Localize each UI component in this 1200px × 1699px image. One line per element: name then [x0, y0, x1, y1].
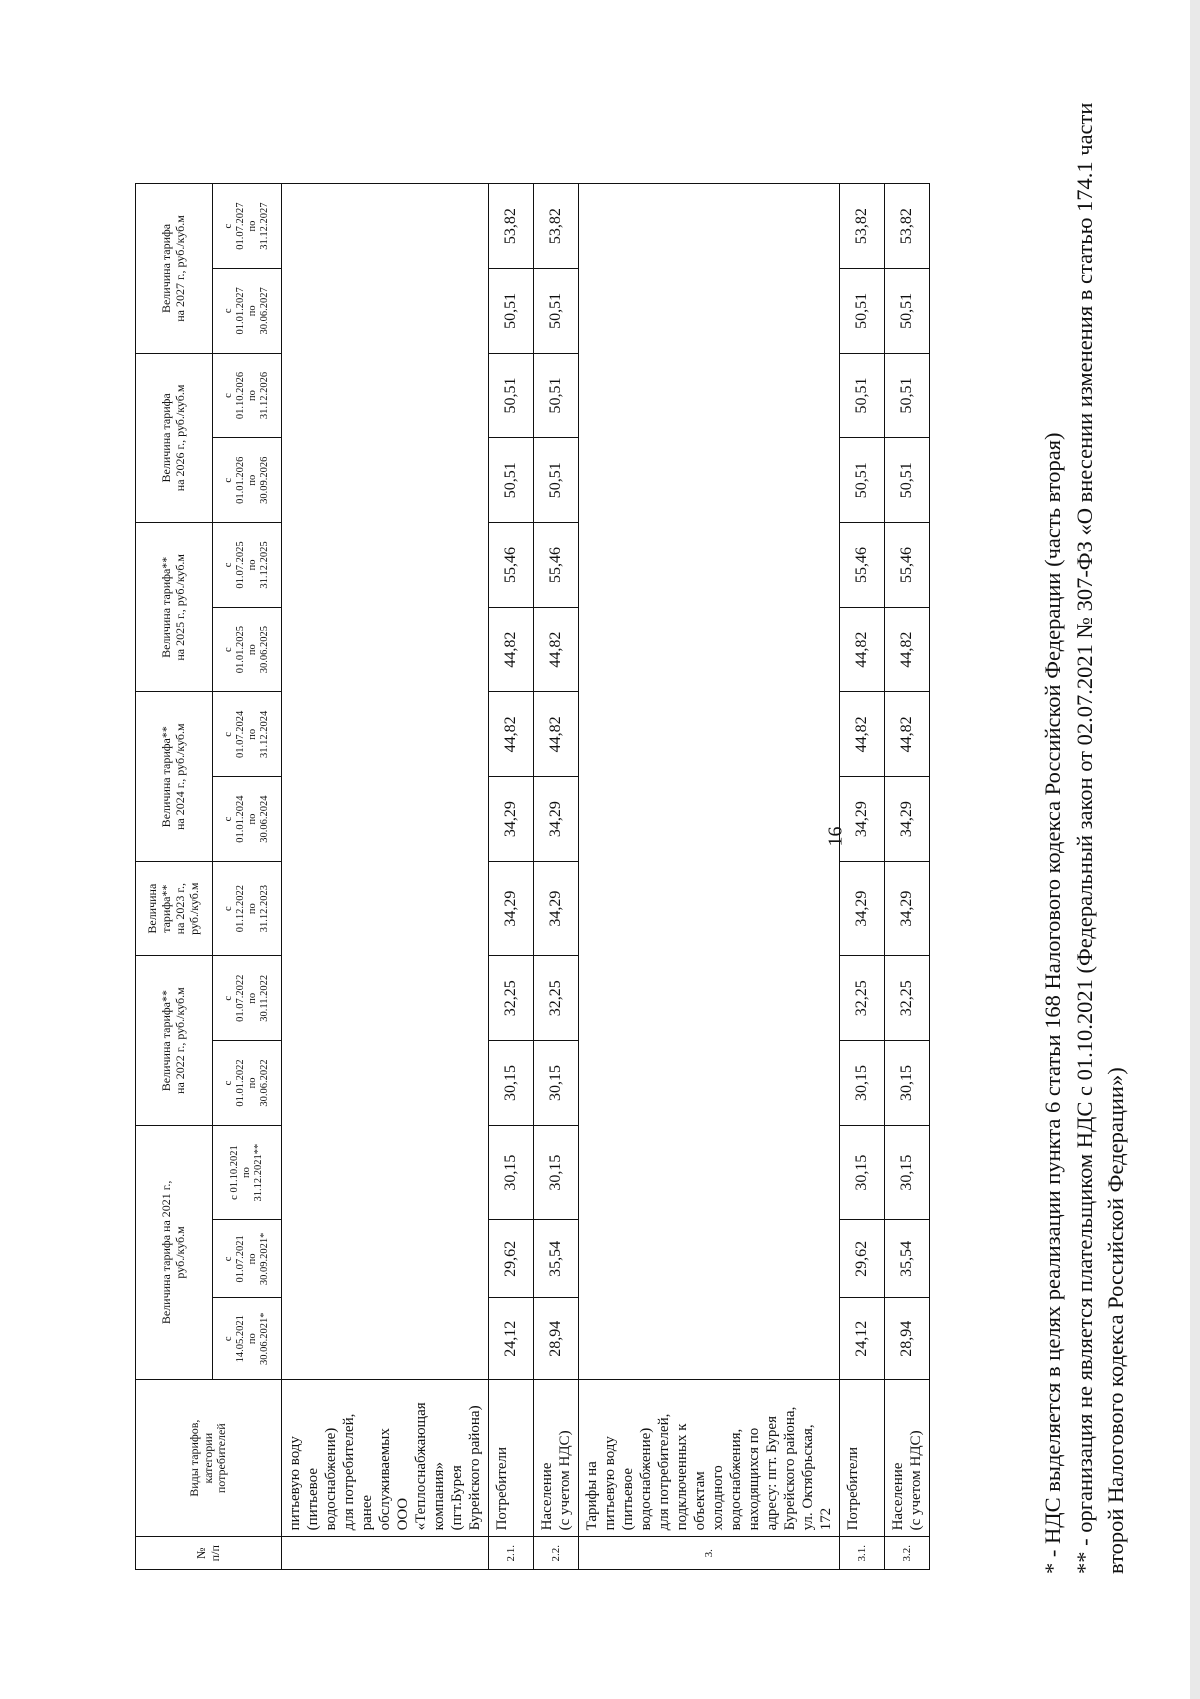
- header-period: с 14.05.2021 по 30.06.2021*: [213, 1298, 282, 1379]
- tariff-value: 44,82: [885, 692, 930, 777]
- header-period: с 01.07.2024 по 31.12.2024: [213, 692, 282, 777]
- footnote-not-vat-payer: ** - организация не является плательщиком НДС с 01.10.2021 (Федеральный закон от 02.07.2021 № 307-ФЗ «О внесении изменения в статью 174.1 части второй Налогового кодекса Российской Федерации»): [1071, 102, 1128, 1574]
- header-period: с 01.01.2027 по 30.06.2027: [213, 268, 282, 353]
- tariff-value: 53,82: [534, 184, 579, 269]
- tariff-value: 50,51: [489, 438, 534, 523]
- tariff-value: 53,82: [489, 184, 534, 269]
- tariff-row: [840, 95, 885, 1570]
- tariff-value: 34,29: [534, 777, 579, 862]
- tariff-value: 50,51: [489, 268, 534, 353]
- tariff-value: 29,62: [840, 1220, 885, 1298]
- header-year-group: Величина тарифа** на 2025 г., руб./куб.м: [136, 523, 213, 692]
- header-period: с 01.07.2027 по 31.12.2027: [213, 184, 282, 269]
- tariff-value: 53,82: [840, 184, 885, 269]
- tariff-value: 35,54: [885, 1220, 930, 1298]
- section-number: [282, 1537, 489, 1570]
- tariff-value: 55,46: [489, 523, 534, 608]
- tariff-row: [534, 95, 579, 1570]
- tariff-value: 44,82: [885, 607, 930, 692]
- tariff-value: 24,12: [489, 1298, 534, 1379]
- header-period: с 01.10.2026 по 31.12.2026: [213, 353, 282, 438]
- header-period: с 01.12.2022 по 31.12.2023: [213, 861, 282, 955]
- tariff-table: [135, 94, 930, 1570]
- tariff-value: 34,29: [885, 777, 930, 862]
- tariff-value: 28,94: [885, 1298, 930, 1379]
- tariff-value: 50,51: [885, 268, 930, 353]
- tariff-value: 30,15: [534, 1041, 579, 1126]
- tariff-value: 34,29: [534, 861, 579, 955]
- tariff-value: 50,51: [885, 438, 930, 523]
- header-year-group: Величина тарифа** на 2024 г., руб./куб.м: [136, 692, 213, 861]
- tariff-value: 30,15: [489, 1125, 534, 1219]
- section-empty-values: [282, 184, 489, 1380]
- footnotes: [1037, 54, 1132, 1574]
- row-consumer-category: Потребители: [489, 1379, 534, 1536]
- header-period: с 01.01.2025 по 30.06.2025: [213, 607, 282, 692]
- header-number: № п/п: [136, 1537, 282, 1570]
- tariff-value: 34,29: [840, 861, 885, 955]
- tariff-row: [885, 95, 930, 1570]
- tariff-table-header: [136, 95, 282, 1570]
- section-description-row: [579, 95, 840, 1570]
- header-period: с 01.01.2022 по 30.06.2022: [213, 1041, 282, 1126]
- section-description: питьевую воду (питьевое водоснабжение) для потребителей, ранее обслуживаемых ООО «Теплоснабжающая компания» (пгт.Бурея Бурейского района): [282, 1379, 489, 1536]
- row-consumer-category: Население (с учетом НДС): [534, 1379, 579, 1536]
- row-consumer-category: Население (с учетом НДС): [885, 1379, 930, 1536]
- tariff-value: 50,51: [840, 438, 885, 523]
- row-consumer-category: Потребители: [840, 1379, 885, 1536]
- tariff-value: 32,25: [534, 956, 579, 1041]
- tariff-value: 30,15: [489, 1041, 534, 1126]
- header-year-group: Величина тарифа** на 2022 г., руб./куб.м: [136, 956, 213, 1125]
- tariff-row: [489, 95, 534, 1570]
- footnote-vat-allocated: * - НДС выделяется в целях реализации пункта 6 статьи 168 Налогового кодекса Российской Федерации (часть вторая): [1040, 432, 1065, 1574]
- tariff-value: 32,25: [840, 956, 885, 1041]
- section-number: 3.: [579, 1537, 840, 1570]
- tariff-value: 50,51: [840, 353, 885, 438]
- header-period: с 01.07.2025 по 31.12.2025: [213, 523, 282, 608]
- tariff-table-body: [282, 95, 930, 1570]
- tariff-value: 35,54: [534, 1220, 579, 1298]
- tariff-value: 50,51: [534, 268, 579, 353]
- tariff-value: 32,25: [885, 956, 930, 1041]
- tariff-value: 30,15: [885, 1041, 930, 1126]
- tariff-value: 55,46: [885, 523, 930, 608]
- tariff-value: 34,29: [885, 861, 930, 955]
- tariff-value: 53,82: [885, 184, 930, 269]
- tariff-value: 28,94: [534, 1298, 579, 1379]
- header-period: с 01.07.2022 по 30.11.2022: [213, 956, 282, 1041]
- tariff-value: 44,82: [489, 607, 534, 692]
- header-year-group: Величина тарифа на 2026 г., руб./куб.м: [136, 353, 213, 522]
- page-number: 16: [824, 826, 847, 847]
- tariff-value: 50,51: [840, 268, 885, 353]
- tariff-value: 55,46: [534, 523, 579, 608]
- tariff-value: 30,15: [840, 1041, 885, 1126]
- header-year-group: Величина тарифа на 2021 г., руб./куб.м: [136, 1125, 213, 1379]
- section-description-row: [282, 95, 489, 1570]
- tariff-value: 32,25: [489, 956, 534, 1041]
- tariff-value: 50,51: [489, 353, 534, 438]
- header-period: с 01.01.2024 по 30.06.2024: [213, 777, 282, 862]
- header-period: с 01.01.2026 по 30.09.2026: [213, 438, 282, 523]
- tariff-value: 44,82: [534, 607, 579, 692]
- tariff-value: 34,29: [489, 861, 534, 955]
- tariff-value: 50,51: [885, 353, 930, 438]
- row-number: 3.2.: [885, 1537, 930, 1570]
- tariff-value: 44,82: [489, 692, 534, 777]
- tariff-value: 30,15: [885, 1125, 930, 1219]
- tariff-value: 34,29: [840, 777, 885, 862]
- tariff-value: 30,15: [840, 1125, 885, 1219]
- row-number: 2.2.: [534, 1537, 579, 1570]
- tariff-value: 44,82: [534, 692, 579, 777]
- tariff-value: 24,12: [840, 1298, 885, 1379]
- header-year-group: Величина тарифа на 2027 г., руб./куб.м: [136, 184, 213, 353]
- section-description: Тарифы на питьевую воду (питьевое водоснабжение) для потребителей, подключенных к объектам холодного водоснабжения, находящихся по адресу: пгт. Бурея Бурейского района, ул. Октябрьская, 172: [579, 1379, 840, 1536]
- tariff-value: 30,15: [534, 1125, 579, 1219]
- header-tariff-types: Виды тарифов, категории потребителей: [136, 1379, 282, 1536]
- rotated-page-content: [0, 5, 1200, 1600]
- tariff-value: 50,51: [534, 353, 579, 438]
- row-number: 3.1.: [840, 1537, 885, 1570]
- tariff-value: 29,62: [489, 1220, 534, 1298]
- header-year-group: Величина тарифа** на 2023 г., руб./куб.м: [136, 861, 213, 955]
- header-period: с 01.07.2021 по 30.09.2021*: [213, 1220, 282, 1298]
- tariff-value: 44,82: [840, 692, 885, 777]
- tariff-value: 50,51: [534, 438, 579, 523]
- tariff-value: 44,82: [840, 607, 885, 692]
- tariff-value: 55,46: [840, 523, 885, 608]
- header-period: с 01.10.2021 по 31.12.2021**: [213, 1125, 282, 1219]
- tariff-value: 34,29: [489, 777, 534, 862]
- section-empty-values: [579, 184, 840, 1380]
- row-number: 2.1.: [489, 1537, 534, 1570]
